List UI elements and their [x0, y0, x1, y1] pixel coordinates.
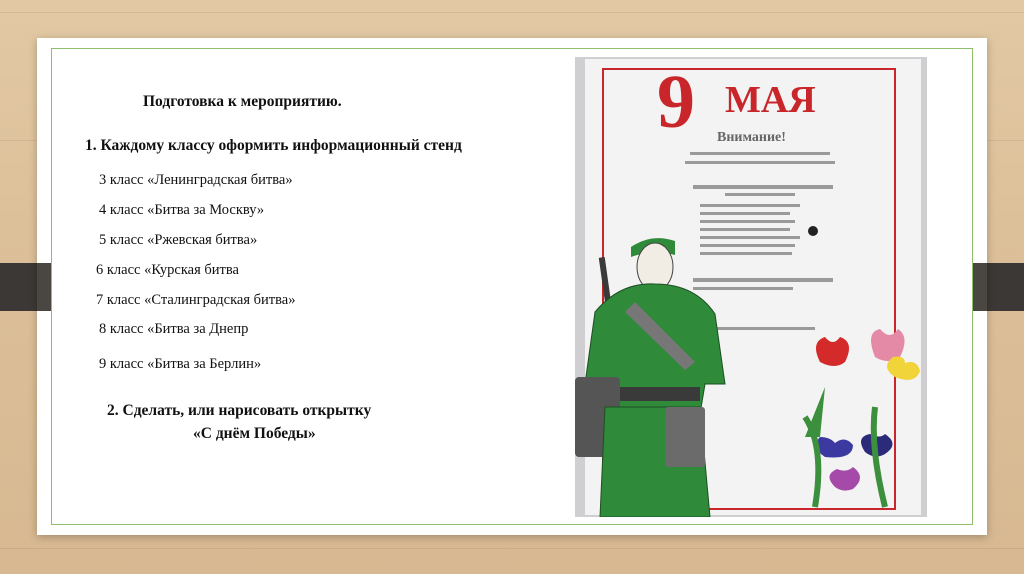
step-2-text: 2. Сделать, или нарисовать открытку [107, 402, 372, 419]
poster-photo [575, 57, 927, 517]
class-item: 9 класс «Битва за Берлин» [99, 356, 262, 372]
right-tab [987, 263, 1024, 311]
step-2-card-name: «С днём Победы» [193, 425, 316, 442]
poster-day: 9 [657, 60, 695, 144]
left-tab-stub [37, 263, 51, 311]
slide-title: Подготовка к мероприятию. [143, 93, 342, 110]
class-item: 5 класс «Ржевская битва» [99, 232, 258, 248]
step-1-text: 1. Каждому классу оформить информационный стенд [85, 137, 462, 154]
poster-heading: Внимание! [717, 130, 786, 145]
left-tab [0, 263, 37, 311]
class-item: 3 класс «Ленинградская битва» [99, 172, 293, 188]
poster-illustration [575, 57, 927, 517]
class-item: 4 класс «Битва за Москву» [99, 202, 265, 218]
class-item: 8 класс «Битва за Днепр [99, 321, 249, 337]
class-item: 7 класс «Сталинградская битва» [96, 292, 296, 308]
class-item: 6 класс «Курская битва [96, 262, 239, 278]
poster-month: МАЯ [725, 79, 816, 121]
right-tab-stub [973, 263, 987, 311]
